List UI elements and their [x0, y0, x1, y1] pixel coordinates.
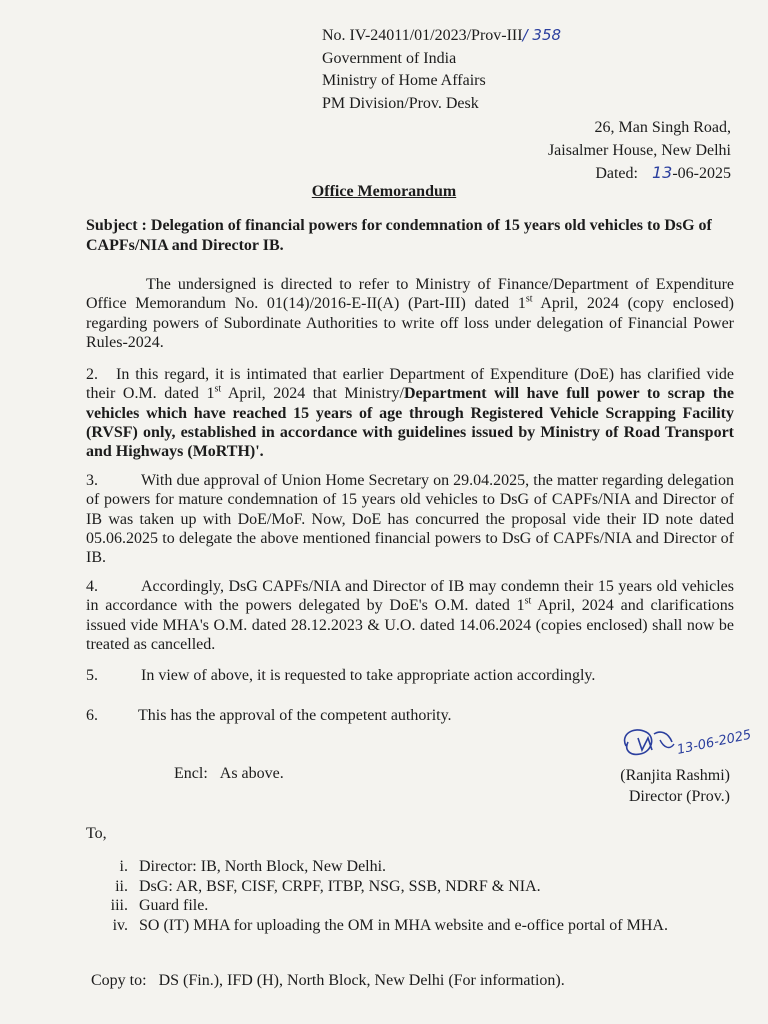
paragraph-3-text: With due approval of Union Home Secretary on 29.04.2025, the matter regarding delegation of powers for mature condemnation of 15 years old vehicles to DsG of CAPFs/NIA and Director of IB was taken up with DoE/MoF. Now, DoE has concurred the proposal vide their ID note dated 05.06.2025 to delegate the above mentioned financial powers to DsG of CAPFs/NIA and Director of IB.	[86, 472, 734, 567]
government-name: Government of India	[322, 49, 457, 67]
list-item	[86, 857, 706, 877]
list-item-text: Guard file.	[139, 897, 209, 914]
list-item-text: DsG: AR, BSF, CISF, CRPF, ITBP, NSG, SSB, NDRF & NIA.	[139, 877, 541, 895]
address-line-2: Jaisalmer House, New Delhi	[547, 141, 731, 159]
recipient-list	[86, 857, 706, 935]
list-item-number: ii.	[115, 877, 128, 895]
enclosure-note	[174, 765, 284, 783]
paragraph-2-text-a: In this regard, it is intimated that earlier Department of Expenditure (DoE) has clarified vide their O.M. dated 1	[86, 366, 734, 403]
subject-line: Subject : Delegation of financial powers for condemnation of 15 years old vehicles to DsG of CAPFs/NIA and Director IB.	[86, 217, 712, 254]
list-item-number: iv.	[112, 916, 128, 934]
signer-name: (Ranjita Rashmi)	[620, 767, 730, 784]
date-line	[548, 162, 731, 186]
paragraph-2	[86, 365, 734, 461]
paragraph-number: 3.	[86, 472, 98, 489]
to-label: To,	[86, 825, 107, 842]
list-item-number: i.	[119, 858, 128, 875]
paragraph-4	[86, 577, 734, 654]
list-item	[86, 896, 706, 916]
list-item	[86, 916, 706, 936]
paragraph-2-bold-text: Department will have full power to scrap the vehicles which have reached 15 years of age through Registered Vehicle Scrapping Facility (RVSF) only, established in accordance with guidelines issued by Ministry of Road Transport and Highways (MoRTH)'.	[86, 385, 735, 461]
paragraph-2-text-b: April, 2024 that Ministry/	[221, 385, 404, 403]
paragraph-1	[86, 275, 734, 352]
paragraph-1-text-b: April, 2024 (copy enclosed) regarding powers of Subordinate Authorities to write off loss under delegation of Financial Power Rules-2024.	[86, 295, 735, 351]
paragraph-number: 5.	[86, 667, 98, 684]
paragraph-number: 2.	[86, 366, 98, 383]
paragraph-number: 4.	[86, 578, 98, 595]
handwritten-signature	[612, 720, 768, 768]
date-label: Dated:	[595, 165, 638, 182]
signature-date: 13-06-2025	[675, 727, 753, 758]
paragraph-6-text: This has the approval of the competent authority.	[138, 707, 452, 724]
handwritten-file-number: / 358	[522, 26, 562, 44]
paragraph-1-text-a: The undersigned is directed to refer to Ministry of Finance/Department of Expenditure Office Memorandum No. 01(14)/2016-E-II(A) (Part-III) dated 1	[86, 276, 734, 313]
address-line-1: 26, Man Singh Road,	[594, 119, 731, 136]
office-address	[548, 117, 731, 186]
division-name: PM Division/Prov. Desk	[322, 94, 479, 112]
copy-to-label: Copy to:	[91, 972, 147, 989]
enclosure-value: As above.	[219, 765, 284, 782]
superscript: st	[525, 293, 533, 305]
file-number: No. IV-24011/01/2023/Prov-III	[322, 27, 523, 44]
enclosure-label: Encl:	[174, 765, 208, 782]
paragraph-3	[86, 471, 734, 567]
file-number-line	[322, 24, 561, 48]
list-item-text: Director: IB, North Block, New Delhi.	[139, 858, 387, 875]
date-month-year: -06-2025	[672, 165, 731, 182]
paragraph-4-text-a: Accordingly, DsG CAPFs/NIA and Director of IB may condemn their 15 years old vehicles in accordance with the powers delegated by DoE's O.M. dated 1	[86, 578, 734, 615]
list-item	[86, 877, 706, 897]
letter-header	[322, 24, 561, 115]
paragraph-number: 6.	[86, 707, 98, 724]
signatory-block	[620, 765, 730, 807]
list-item-text: SO (IT) MHA for uploading the OM in MHA website and e-office portal of MHA.	[139, 916, 668, 934]
superscript: st	[214, 383, 222, 395]
paragraph-5-text: In view of above, it is requested to take appropriate action accordingly.	[141, 667, 596, 684]
superscript: st	[524, 595, 532, 607]
signer-designation: Director (Prov.)	[628, 788, 730, 805]
ministry-name: Ministry of Home Affairs	[322, 72, 486, 89]
paragraph-5	[86, 666, 734, 685]
handwritten-date-day: 13	[651, 163, 673, 182]
document-title: Office Memorandum	[311, 183, 457, 200]
copy-to-text: DS (Fin.), IFD (H), North Block, New Delhi (For information).	[158, 972, 565, 989]
copy-to-line	[91, 972, 565, 990]
paragraph-4-text-b: April, 2024 and clarifications issued vide MHA's O.M. dated 28.12.2023 & U.O. dated 14.06.2024 (copies enclosed) shall now be treated as cancelled.	[86, 597, 734, 653]
list-item-number: iii.	[110, 897, 128, 914]
